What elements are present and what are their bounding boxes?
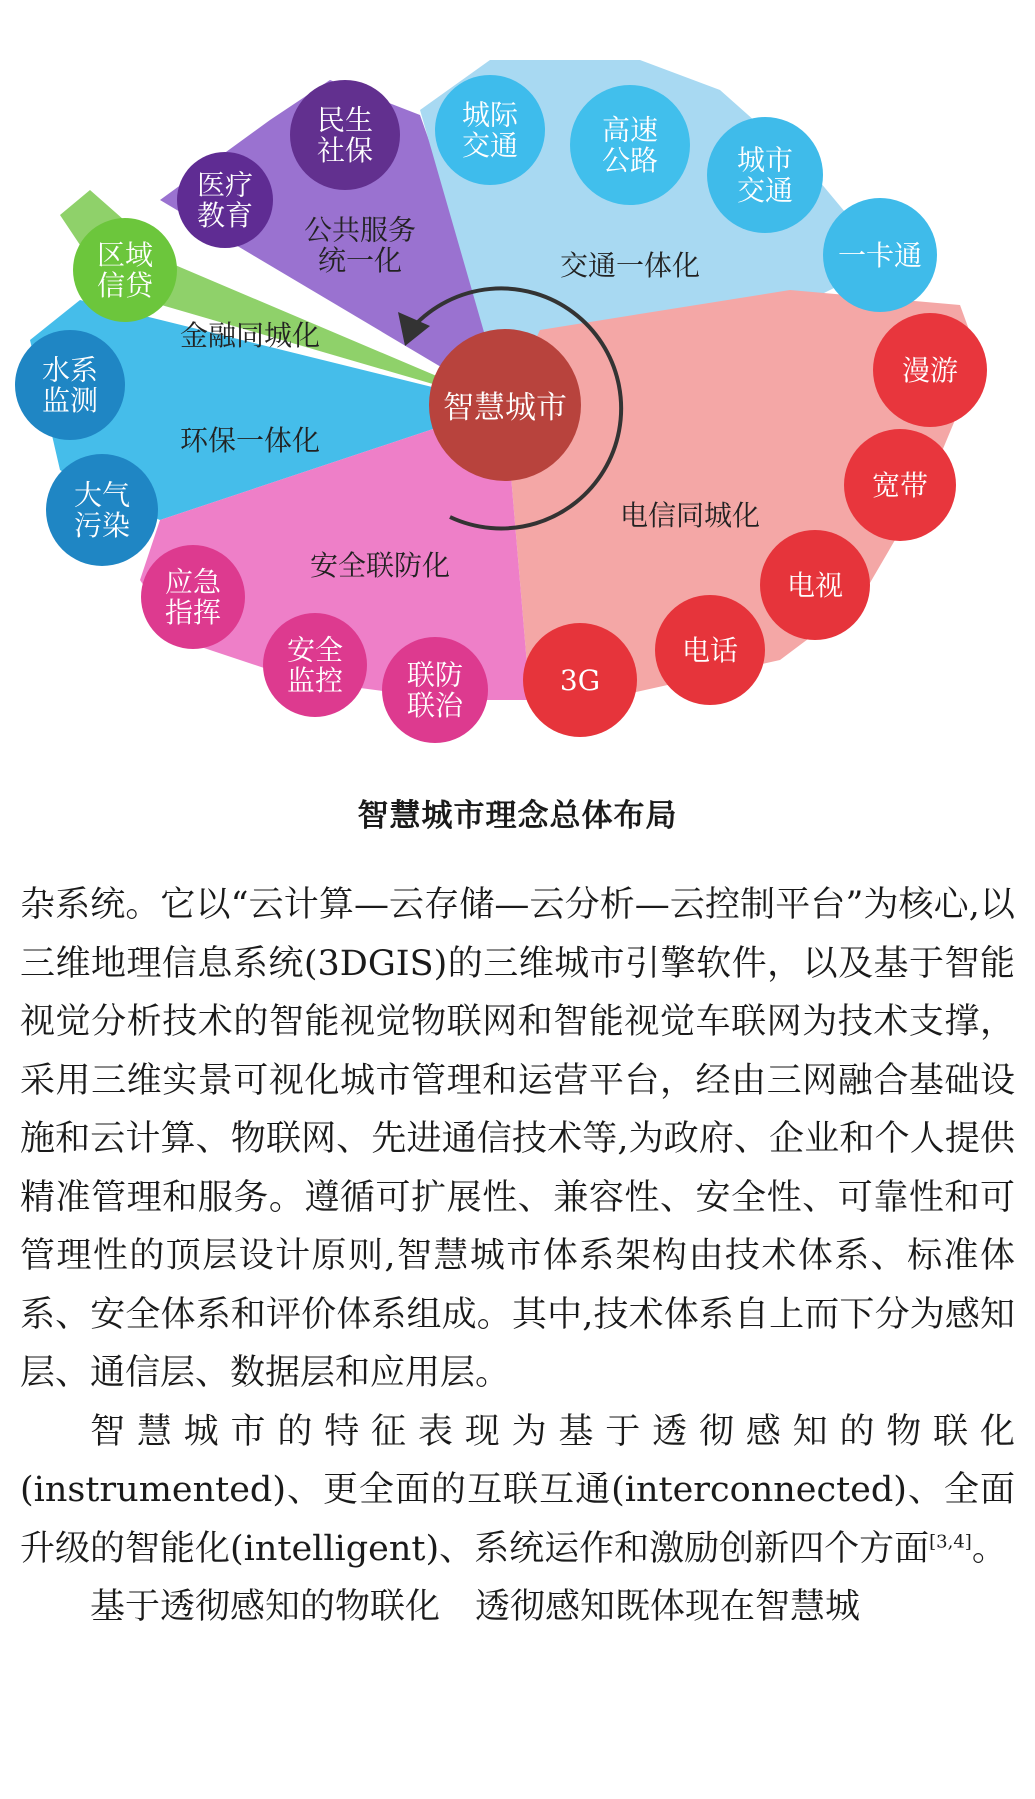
paragraph-2 bbox=[20, 1403, 1015, 1579]
node-label-environment-1: 大气污染 bbox=[73, 478, 131, 543]
node-label-public-service-1: 民生社保 bbox=[316, 103, 374, 168]
sector-label-environment: 环保一体化 bbox=[179, 423, 321, 457]
node-label-public-service-0: 医疗教育 bbox=[196, 168, 254, 233]
citation-ref: [3,4] bbox=[929, 1530, 972, 1552]
paragraph-2-end: 。 bbox=[971, 1528, 1007, 1569]
node-label-telecom-2: 电视 bbox=[786, 568, 844, 602]
paragraph-3: 基于透彻感知的物联化 透彻感知既体现在智慧城 bbox=[90, 1587, 861, 1627]
node-label-telecom-4: 3G bbox=[559, 663, 601, 697]
node-label-transport-2: 城市交通 bbox=[736, 143, 794, 208]
node-label-telecom-3: 电话 bbox=[681, 633, 739, 667]
sector-label-finance: 金融同城化 bbox=[179, 318, 321, 352]
node-label-finance-0: 区域信贷 bbox=[96, 238, 154, 303]
node-label-security-1: 安全监控 bbox=[286, 633, 344, 698]
node-label-transport-3: 一卡通 bbox=[837, 238, 923, 272]
sector-label-transport: 交通一体化 bbox=[559, 248, 701, 282]
node-label-telecom-0: 漫游 bbox=[901, 353, 959, 387]
article-body bbox=[20, 876, 1015, 1637]
node-label-security-2: 联防联治 bbox=[406, 658, 464, 723]
node-label-security-0: 应急指挥 bbox=[164, 565, 222, 630]
node-label-environment-0: 水系监测 bbox=[41, 353, 99, 418]
node-label-transport-0: 城际交通 bbox=[461, 98, 519, 163]
smart-city-diagram bbox=[0, 0, 1035, 760]
paragraph-2-text: 智慧城市的特征表现为基于透彻感知的物联化(instrumented)、更全面的互联互通(interconnected)、全面升级的智能化(intelligent)、系统运作和激励创新四个方面 bbox=[20, 1411, 1015, 1569]
paragraph-1: 杂系统。它以“云计算—云存储—云分析—云控制平台”为核心,以三维地理信息系统(3DGIS)的三维城市引擎软件，以及基于智能视觉分析技术的智能视觉物联网和智能视觉车联网为技术支撑，采用三维实景可视化城市管理和运营平台，经由三网融合基础设施和云计算、物联网、先进通信技术等,为政府、企业和个人提供精准管理和服务。遵循可扩展性、兼容性、安全性、可靠性和可管理性的顶层设计原则,智慧城市体系架构由技术体系、标准体系、安全体系和评价体系组成。其中,技术体系自上而下分为感知层、通信层、数据层和应用层。 bbox=[20, 885, 1015, 1393]
sector-label-security: 安全联防化 bbox=[309, 548, 451, 582]
sector-label-telecom: 电信同城化 bbox=[619, 498, 761, 532]
sector-label-public-service: 公共服务统一化 bbox=[303, 213, 417, 278]
node-label-telecom-1: 宽带 bbox=[871, 468, 929, 502]
center-label: 智慧城市 bbox=[443, 390, 567, 426]
node-label-transport-1: 高速公路 bbox=[601, 113, 659, 178]
figure-caption: 智慧城市理念总体布局 bbox=[357, 798, 678, 834]
